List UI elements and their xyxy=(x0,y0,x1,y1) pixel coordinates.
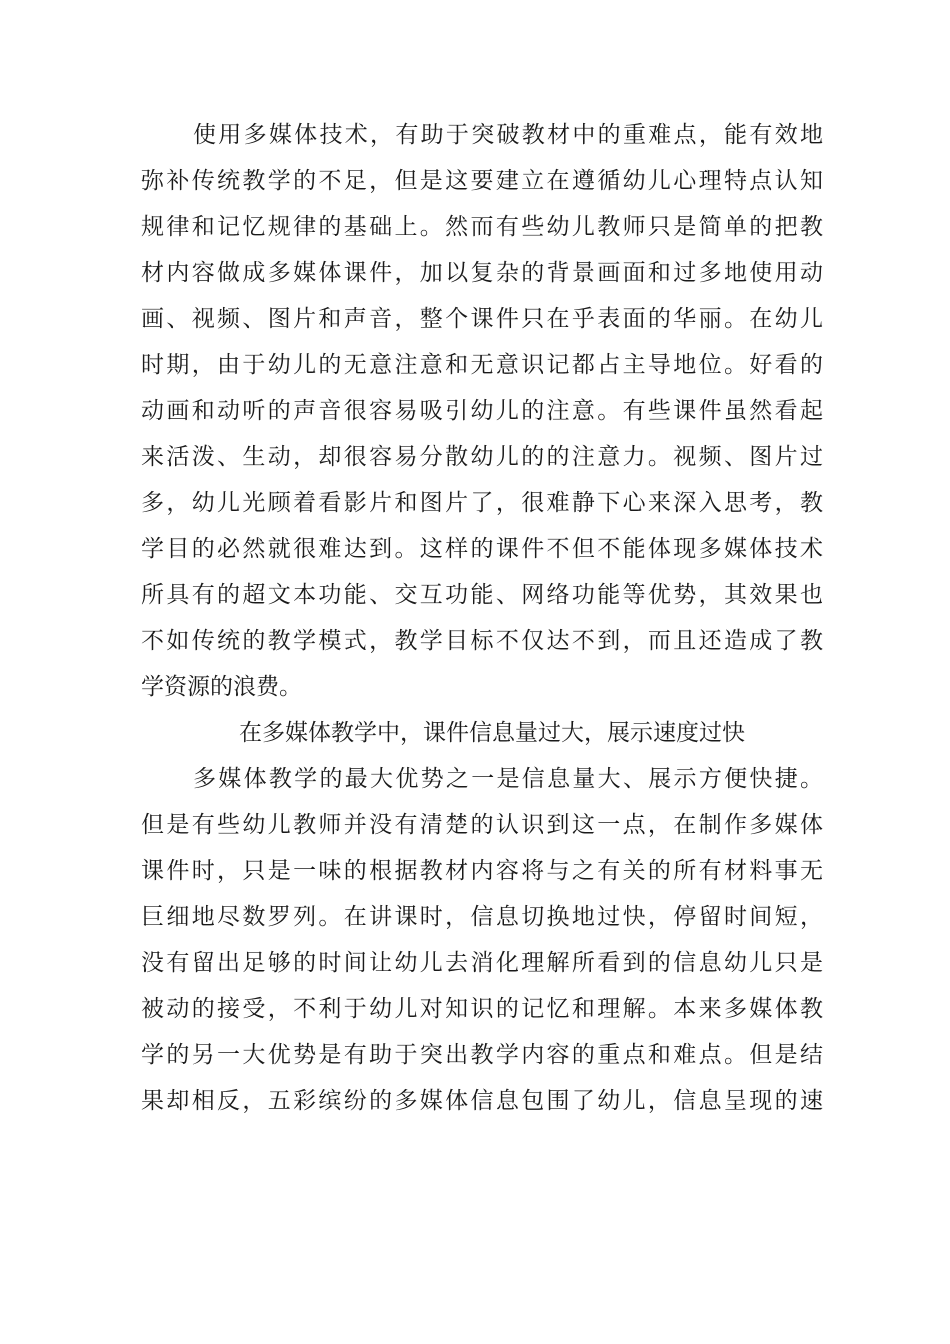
paragraph-line: 所具有的超文本功能、交互功能、网络功能等优势，其效果也 xyxy=(141,582,823,608)
paragraph-information-overload xyxy=(141,756,823,1124)
paragraph-line: 学目的必然就很难达到。这样的课件不但不能体现多媒体技术 xyxy=(141,536,823,562)
section-heading: 在多媒体教学中，课件信息量过大，展示速度过快 xyxy=(239,720,745,746)
paragraph-line: 果却相反，五彩缤纷的多媒体信息包围了幼儿，信息呈现的速 xyxy=(141,1088,823,1114)
paragraph-line: 多，幼儿光顾着看影片和图片了，很难静下心来深入思考，教 xyxy=(141,490,823,516)
paragraph-line: 但是有些幼儿教师并没有清楚的认识到这一点，在制作多媒体 xyxy=(141,812,823,838)
paragraph-line: 学资源的浪费。 xyxy=(141,674,302,700)
paragraph-line: 来活泼、生动，却很容易分散幼儿的的注意力。视频、图片过 xyxy=(141,444,823,470)
paragraph-line: 学的另一大优势是有助于突出教学内容的重点和难点。但是结 xyxy=(141,1042,823,1068)
paragraph-line: 不如传统的教学模式，教学目标不仅达不到，而且还造成了教 xyxy=(141,628,823,654)
paragraph-line: 课件时，只是一味的根据教材内容将与之有关的所有材料事无 xyxy=(141,858,823,884)
paragraph-line: 材内容做成多媒体课件，加以复杂的背景画面和过多地使用动 xyxy=(141,260,823,286)
paragraph-line: 多媒体教学的最大优势之一是信息量大、展示方便快捷。 xyxy=(193,766,823,792)
paragraph-line: 时期，由于幼儿的无意注意和无意识记都占主导地位。好看的 xyxy=(141,352,823,378)
paragraph-line: 画、视频、图片和声音，整个课件只在乎表面的华丽。在幼儿 xyxy=(141,306,823,332)
paragraph-line: 使用多媒体技术，有助于突破教材中的重难点，能有效地 xyxy=(193,122,823,148)
paragraph-line: 动画和动听的声音很容易吸引幼儿的注意。有些课件虽然看起 xyxy=(141,398,823,424)
paragraph-line: 弥补传统教学的不足，但是这要建立在遵循幼儿心理特点认知 xyxy=(141,168,823,194)
paragraph-line: 巨细地尽数罗列。在讲课时，信息切换地过快，停留时间短， xyxy=(141,904,823,930)
paragraph-multimedia-misuse xyxy=(141,112,823,710)
paragraph-line: 规律和记忆规律的基础上。然而有些幼儿教师只是简单的把教 xyxy=(141,214,823,240)
document-body xyxy=(141,112,823,1124)
paragraph-line: 被动的接受，不利于幼儿对知识的记忆和理解。本来多媒体教 xyxy=(141,996,823,1022)
paragraph-line: 没有留出足够的时间让幼儿去消化理解所看到的信息幼儿只是 xyxy=(141,950,823,976)
